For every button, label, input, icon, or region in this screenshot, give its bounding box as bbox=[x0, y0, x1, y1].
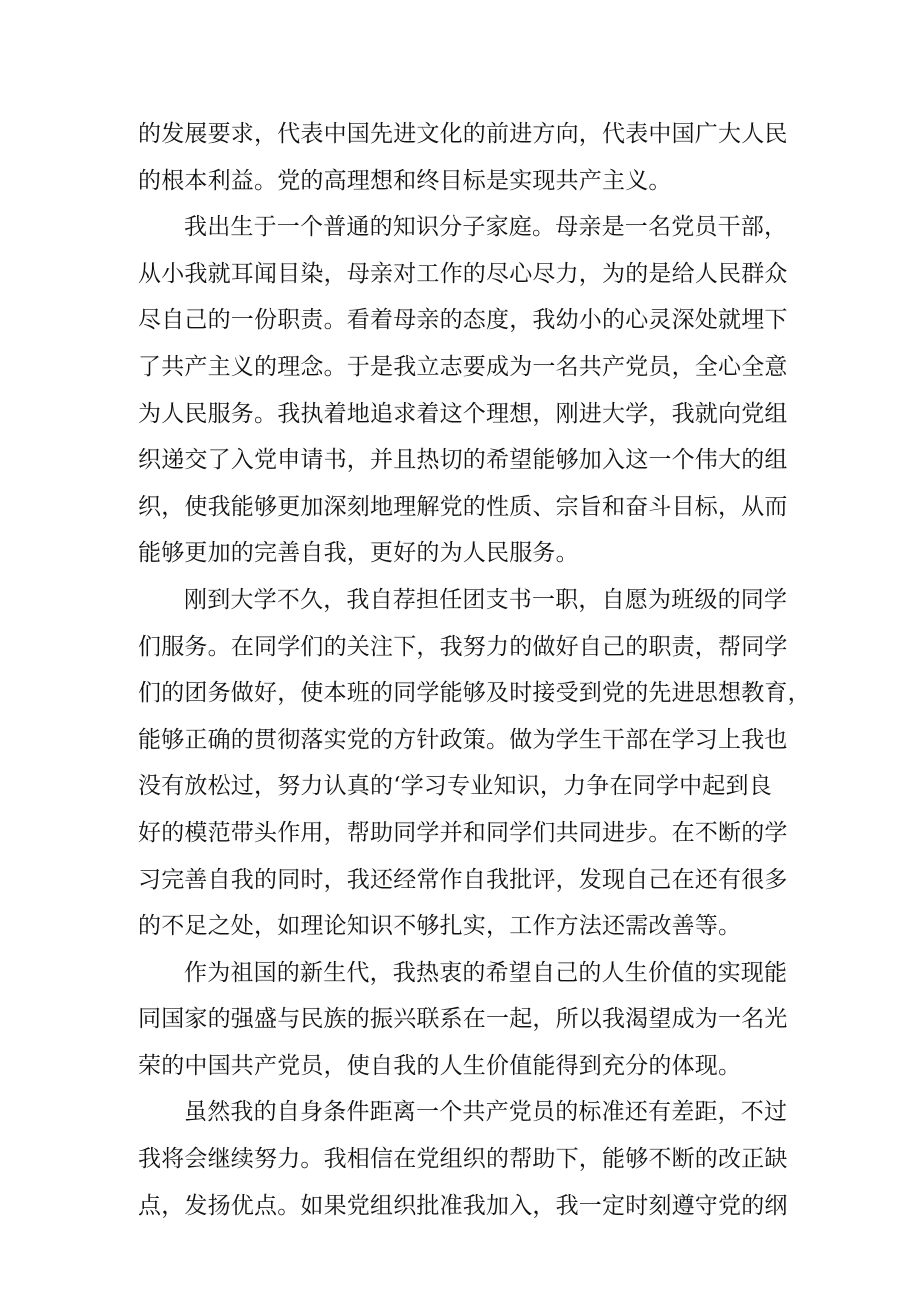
paragraph-line: 点，发扬优点。如果党组织批准我加入，我一定时刻遵守党的纲 bbox=[138, 1192, 788, 1219]
paragraph-line: 为人民服务。我执着地追求着这个理想，刚进大学，我就向党组 bbox=[138, 400, 788, 427]
paragraph-line: 刚到大学不久，我自荐担任团支书一职，自愿为班级的同学 bbox=[184, 586, 788, 613]
paragraph-line: 没有放松过，努力认真的‘学习专业知识，力争在同学中起到良 bbox=[138, 773, 772, 800]
paragraph-line: 们的团务做好，使本班的同学能够及时接受到党的先进思想教育， bbox=[138, 680, 811, 707]
paragraph-line: 作为祖国的新生代，我热衷的希望自己的人生价值的实现能 bbox=[184, 959, 788, 986]
paragraph-line: 的不足之处，如理论知识不够扎实，工作方法还需改善等。 bbox=[138, 913, 742, 940]
paragraph-line: 荣的中国共产党员，使自我的人生价值能得到充分的体现。 bbox=[138, 1052, 742, 1079]
paragraph-line: 能够更加的完善自我，更好的为人民服务。 bbox=[138, 540, 579, 567]
paragraph-line: 我出生于一个普通的知识分子家庭。母亲是一名党员干部， bbox=[184, 214, 788, 241]
paragraph-line: 能够正确的贯彻落实党的方针政策。做为学生干部在学习上我也 bbox=[138, 726, 788, 753]
paragraph-line: 好的模范带头作用，帮助同学并和同学们共同进步。在不断的学 bbox=[138, 819, 788, 846]
paragraph-line: 从小我就耳闻目染，母亲对工作的尽心尽力，为的是给人民群众 bbox=[138, 260, 788, 287]
paragraph-line: 了共产主义的理念。于是我立志要成为一名共产党员，全心全意 bbox=[138, 353, 788, 380]
paragraph-line: 我将会继续努力。我相信在党组织的帮助下，能够不断的改正缺 bbox=[138, 1146, 788, 1173]
paragraph-line: 尽自己的一份职责。看着母亲的态度，我幼小的心灵深处就埋下 bbox=[138, 307, 788, 334]
paragraph-line: 织，使我能够更加深刻地理解党的性质、宗旨和奋斗目标，从而 bbox=[138, 493, 788, 520]
paragraph-line: 织递交了入党申请书，并且热切的希望能够加入这一个伟大的组 bbox=[138, 447, 788, 474]
paragraph-line: 虽然我的自身条件距离一个共产党员的标准还有差距，不过 bbox=[184, 1099, 788, 1126]
paragraph-line: 习完善自我的同时，我还经常作自我批评，发现自己在还有很多 bbox=[138, 866, 788, 893]
paragraph-line: 同国家的强盛与民族的振兴联系在一起，所以我渴望成为一名光 bbox=[138, 1006, 788, 1033]
document-body bbox=[138, 111, 811, 1229]
paragraph-line: 的发展要求，代表中国先进文化的前进方向，代表中国广大人民 bbox=[138, 121, 788, 147]
paragraph-line: 的根本利益。党的高理想和终目标是实现共产主义。 bbox=[138, 167, 672, 194]
paragraph-line: 们服务。在同学们的关注下，我努力的做好自己的职责，帮同学 bbox=[138, 633, 788, 660]
